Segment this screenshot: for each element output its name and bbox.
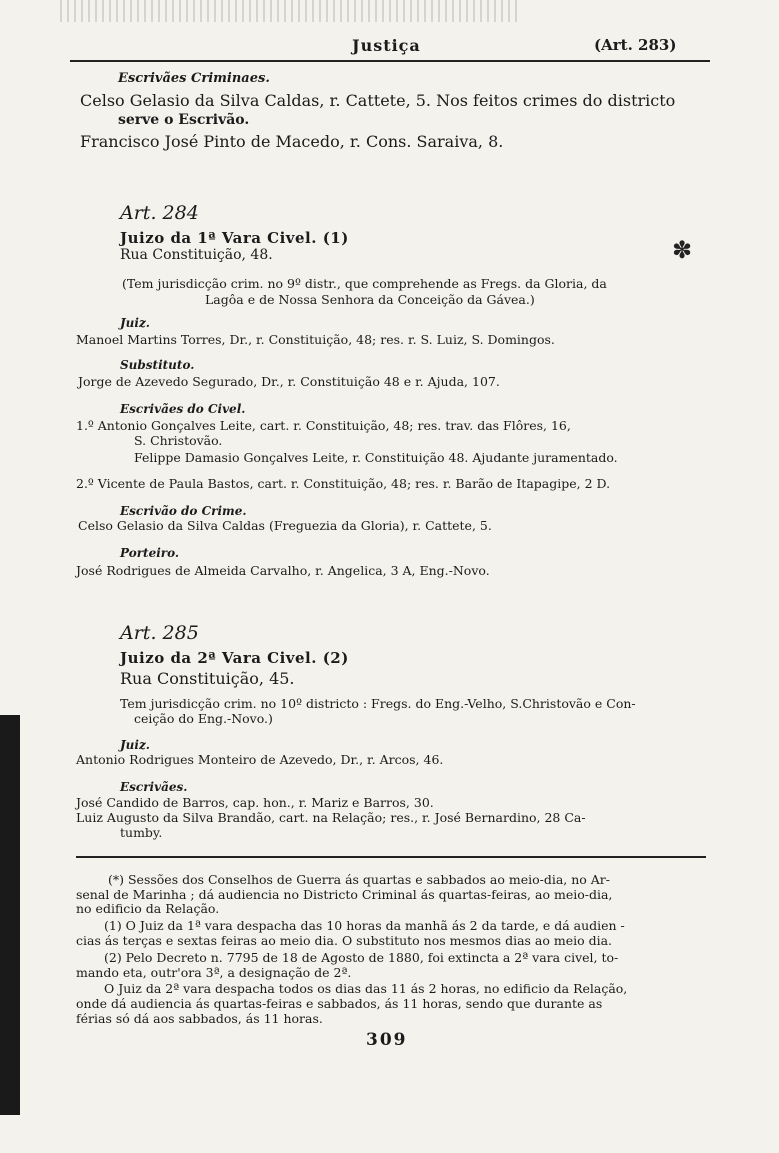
role-heading: Substituto. xyxy=(120,358,195,372)
scan-noise xyxy=(60,0,520,22)
section-heading: Escrivães Criminaes. xyxy=(118,71,270,86)
footnote-rule xyxy=(76,856,706,858)
jurisdiction-note: Tem jurisdicção crim. no 10º districto : Fregs. do Eng.-Velho, S.Christovão e Con- xyxy=(120,696,636,711)
role-heading: Escrivães. xyxy=(120,780,188,794)
entry-line: Luiz Augusto da Silva Brandão, cart. na Relação; res., r. José Bernardino, 28 Ca- xyxy=(76,810,586,825)
header-rule xyxy=(70,60,710,62)
entry-line: Manoel Martins Torres, Dr., r. Constituição, 48; res. r. S. Luiz, S. Domingos. xyxy=(76,332,555,347)
court-title: Juizo da 2ª Vara Civel. (2) xyxy=(120,649,349,667)
entry-line: tumby. xyxy=(120,825,163,840)
jurisdiction-note: Lagôa e de Nossa Senhora da Conceição da Gávea.) xyxy=(205,292,535,307)
entry-line: Francisco José Pinto de Macedo, r. Cons. Saraiva, 8. xyxy=(80,132,504,151)
entry-line: 2.º Vicente de Paula Bastos, cart. r. Constituição, 48; res. r. Barão de Itapagipe, 2 D. xyxy=(76,476,611,491)
entry-line: 1.º Antonio Gonçalves Leite, cart. r. Constituição, 48; res. trav. das Flôres, 16, xyxy=(76,418,571,433)
role-heading: Juiz. xyxy=(120,316,150,330)
entry-line: S. Christovão. xyxy=(134,433,223,448)
court-address: Rua Constituição, 45. xyxy=(120,669,295,688)
jurisdiction-note: ceição do Eng.-Novo.) xyxy=(134,711,273,726)
running-header xyxy=(70,32,710,64)
footnote-line: (1) O Juiz da 1ª vara despacha das 10 horas da manhã ás 2 da tarde, e dá audien - xyxy=(104,918,625,933)
footnote-line: (2) Pelo Decreto n. 7795 de 18 de Agosto de 1880, foi extincta a 2ª vara civel, to- xyxy=(104,950,619,965)
header-article-ref: (Art. 283) xyxy=(594,36,677,54)
page-number: 309 xyxy=(366,1030,408,1050)
ink-blot-icon: ✽ xyxy=(672,236,693,264)
binding-edge xyxy=(0,715,20,1115)
role-heading: Juiz. xyxy=(120,738,150,752)
footnote-line: no edificio da Relação. xyxy=(76,901,220,916)
entry-line: Celso Gelasio da Silva Caldas, r. Cattete, 5. Nos feitos crimes do districto xyxy=(80,91,676,110)
article-number: Art. 285 xyxy=(120,622,199,644)
article-number: Art. 284 xyxy=(120,202,199,224)
entry-line: Celso Gelasio da Silva Caldas (Freguezia da Gloria), r. Cattete, 5. xyxy=(78,518,492,533)
entry-line: José Candido de Barros, cap. hon., r. Mariz e Barros, 30. xyxy=(76,795,434,810)
role-heading: Escrivães do Civel. xyxy=(120,402,246,416)
header-title: Justiça xyxy=(352,36,421,55)
entry-line: Felippe Damasio Gonçalves Leite, r. Constituição 48. Ajudante juramentado. xyxy=(134,450,618,465)
court-address: Rua Constituição, 48. xyxy=(120,247,273,263)
footnote-line: senal de Marinha ; dá audiencia no Districto Criminal ás quartas-feiras, ao meio-dia, xyxy=(76,887,613,902)
role-heading: Escrivão do Crime. xyxy=(120,504,247,518)
entry-line: Jorge de Azevedo Segurado, Dr., r. Constituição 48 e r. Ajuda, 107. xyxy=(78,374,500,389)
entry-line: serve o Escrivão. xyxy=(118,112,250,128)
footnote-line: onde dá audiencia ás quartas-feiras e sabbados, ás 11 horas, sendo que durante as xyxy=(76,996,603,1011)
entry-line: Antonio Rodrigues Monteiro de Azevedo, Dr., r. Arcos, 46. xyxy=(76,752,444,767)
footnote-line: (*) Sessões dos Conselhos de Guerra ás quartas e sabbados ao meio-dia, no Ar- xyxy=(108,872,611,887)
role-heading: Porteiro. xyxy=(120,546,180,560)
footnote-line: mando eta, outr'ora 3ª, a designação de 2ª. xyxy=(76,965,352,980)
footnote-line: férias só dá aos sabbados, ás 11 horas. xyxy=(76,1011,323,1026)
jurisdiction-note: (Tem jurisdicção crim. no 9º distr., que comprehende as Fregs. da Gloria, da xyxy=(122,276,607,291)
court-title: Juizo da 1ª Vara Civel. (1) xyxy=(120,229,349,247)
entry-line: José Rodrigues de Almeida Carvalho, r. Angelica, 3 A, Eng.-Novo. xyxy=(76,563,490,578)
footnote-line: O Juiz da 2ª vara despacha todos os dias das 11 ás 2 horas, no edificio da Relação, xyxy=(104,981,628,996)
footnote-line: cias ás terças e sextas feiras ao meio dia. O substituto nos mesmos dias ao meio dia. xyxy=(76,933,613,948)
